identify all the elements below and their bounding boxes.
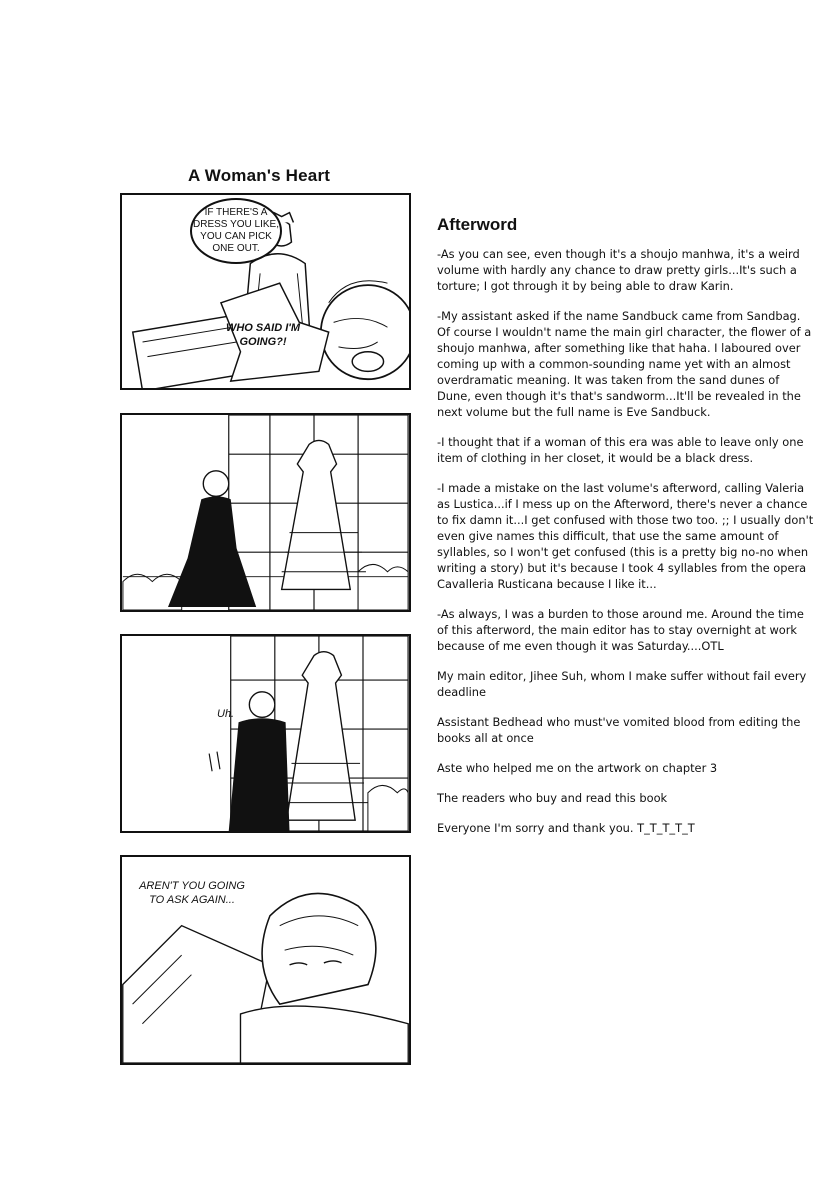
afterword-paragraph: -I thought that if a woman of this era was able to leave only one item of clothing in her closet, it would be a black dress. [437, 435, 804, 465]
afterword-paragraph: Assistant Bedhead who must've vomited blood from editing the books all at once [437, 715, 801, 745]
shout-text: WHO SAID I'M GOING?! [225, 322, 301, 348]
afterword-paragraph: -My assistant asked if the name Sandbuck came from Sandbag. Of course I wouldn't name the main girl character, the flower of a shoujo manhwa, after something like that haha. I laboured over coming up with a common-sounding name yet with an almost overdramatic meaning. It was taken from the sand dunes of Dune, even though it's that's sandworm...It'll be revealed in the next volume but the full name is Eve Sandbuck. [437, 309, 812, 419]
speech-bubble-text: IF THERE'S A DRESS YOU LIKE, YOU CAN PICK ONE OUT. [193, 207, 279, 254]
afterword-paragraph: Aste who helped me on the artwork on chapter 3 [437, 761, 718, 775]
afterword-paragraph: The readers who buy and read this book [437, 791, 668, 805]
afterword-paragraph: -As always, I was a burden to those around me. Around the time of this afterword, the main editor has to stay overnight at work because of me even though it was Saturday....OTL [437, 607, 804, 653]
afterword-paragraph: -I made a mistake on the last volume's afterword, calling Valeria as Lustica...if I mess up on the Afterword, there's never a chance to fix damn it...I get confused with those two too. ;; I usually don't even give names this difficult, that use the same amount of syllables, so I won't get confused (this is a pretty big no-no when writing a story) but it's because I took 4 syllables from the opera Cavalleria Rusticana because I like it... [437, 481, 814, 591]
comic-title: A Woman's Heart [188, 166, 331, 185]
comic-panel-4 [120, 855, 411, 1065]
sound-effect-text: Uh. [217, 708, 235, 720]
comic-panel-3 [120, 634, 411, 833]
afterword-title: Afterword [437, 215, 518, 234]
panel-2-illustration [122, 415, 409, 610]
afterword-body [437, 246, 815, 850]
comic-panel-2 [120, 413, 411, 612]
narration-text: AREN'T YOU GOING TO ASK AGAIN... [139, 880, 245, 906]
afterword-paragraph: My main editor, Jihee Suh, whom I make suffer without fail every deadline [437, 669, 807, 699]
panel-3-illustration [122, 636, 409, 831]
comic-panel-1 [120, 193, 411, 390]
speech-bubble [190, 198, 282, 264]
afterword-paragraph: -As you can see, even though it's a shoujo manhwa, it's a weird volume with hardly any chance to draw pretty girls...It's such a torture; I got through it by being able to draw Karin. [437, 247, 800, 293]
afterword-paragraph: Everyone I'm sorry and thank you. T_T_T_T_T [437, 821, 695, 835]
